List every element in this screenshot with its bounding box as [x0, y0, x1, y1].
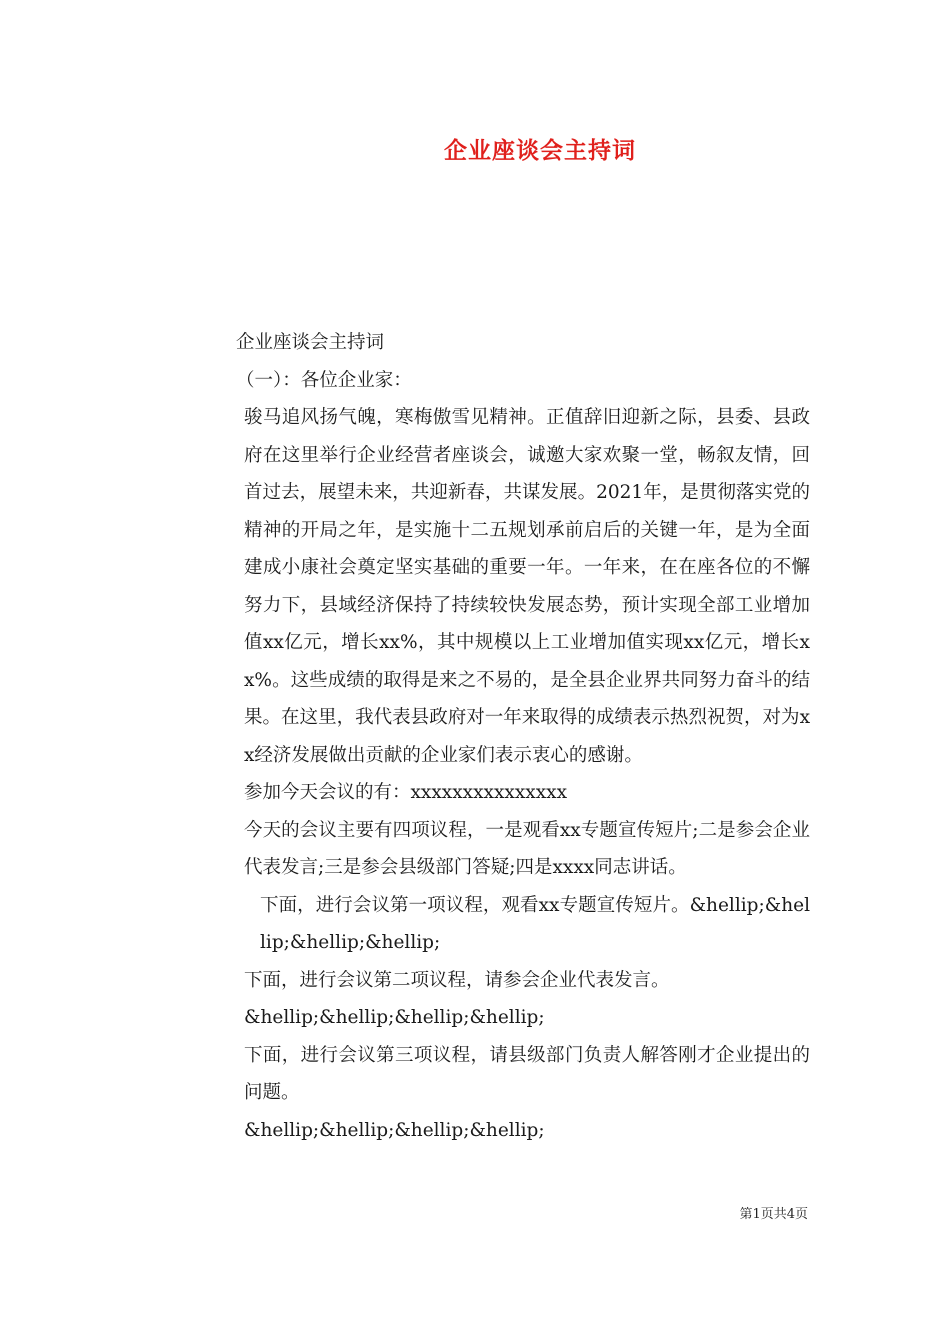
paragraph-item-three: 下面，进行会议第三项议程，请县级部门负责人解答刚才企业提出的问题。	[244, 1044, 810, 1103]
paragraph-agenda: 今天的会议主要有四项议程，一是观看xx专题宣传短片;二是参会企业代表发言;三是参会县级部门答疑;四是xxxx同志讲话。	[244, 819, 810, 878]
document-title: 企业座谈会主持词	[444, 137, 636, 164]
ellipsis-line: &hellip;&hellip;&hellip;&hellip;	[244, 1007, 545, 1028]
salutation: （一）：各位企业家：	[236, 369, 412, 391]
paragraph-attendees: 参加今天会议的有：xxxxxxxxxxxxxxx	[244, 782, 568, 803]
paragraph-opening: 骏马追风扬气魄，寒梅傲雪见精神。正值辞旧迎新之际，县委、县政府在这里举行企业经营者座谈会，诚邀大家欢聚一堂，畅叙友情，回首过去，展望未来，共迎新春，共谋发展。2021年，是贯彻落实党的精神的开局之年，是实施十二五规划承前启后的关键一年，是为全面建成小康社会奠定坚实基础的重要一年。一年来，在在座各位的不懈努力下，县域经济保持了持续较快发展态势，预计实现全部工业增加值xx亿元，增长xx%，其中规模以上工业增加值实现xx亿元，增长xx%。这些成绩的取得是来之不易的，是全县企业界共同努力奋斗的结果。在这里，我代表县政府对一年来取得的成绩表示热烈祝贺，对为xx经济发展做出贡献的企业家们表示衷心的感谢。	[244, 407, 810, 766]
paragraph-item-one: 下面，进行会议第一项议程，观看xx专题宣传短片。&hellip;&hellip;&hellip;&hellip;	[260, 894, 810, 953]
document-body	[146, 324, 810, 1149]
ellipsis-line: &hellip;&hellip;&hellip;&hellip;	[244, 1119, 545, 1141]
paragraph-item-two: 下面，进行会议第二项议程，请参会企业代表发言。	[244, 969, 670, 991]
page-number-footer: 第1页共4页	[739, 1207, 808, 1222]
document-subtitle: 企业座谈会主持词	[236, 332, 385, 353]
